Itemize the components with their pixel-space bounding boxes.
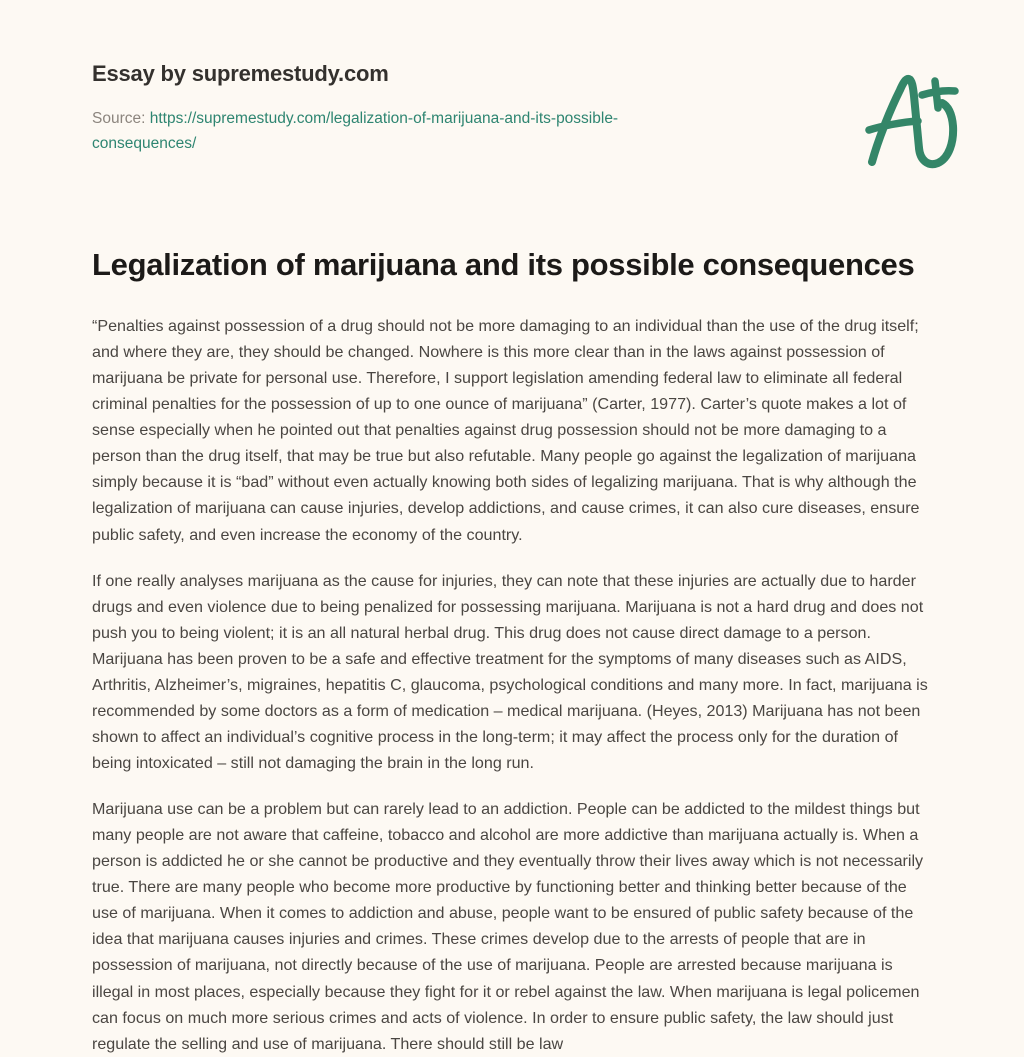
brand-logo-a-plus-icon: [856, 68, 966, 173]
article-paragraph: “Penalties against possession of a drug should not be more damaging to an individual than the use of the drug itself; and where they are, they should be changed. Nowhere is this more clear than in the laws against possession of marijuana be private for personal use. Therefore, I support legislation amending federal law to eliminate all federal criminal penalties for the possession of up to one ounce of marijuana” (Carter, 1977). Carter’s quote makes a lot of sense especially when he pointed out that penalties against drug possession should not be more damaging to a person than the drug itself, that may be true but also refutable. Many people go against the legalization of marijuana simply because it is “bad” without even actually knowing both sides of legalizing marijuana. That is why although the legalization of marijuana can cause injuries, develop addictions, and cause crimes, it can also cure diseases, ensure public safety, and even increase the economy of the country.: [92, 317, 920, 544]
article-paragraph: If one really analyses marijuana as the cause for injuries, they can note that these injuries are actually due to harder drugs and even violence due to being penalized for possessing marijuana. Marijuana is not a hard drug and does not push you to being violent; it is an all natural herbal drug. This drug does not cause direct damage to a person. Marijuana has been proven to be a safe and effective treatment for the symptoms of many diseases such as AIDS, Arthritis, Alzheimer’s, migraines, hepatitis C, glaucoma, psychological conditions and many more. In fact, marijuana is recommended by some doctors as a form of medication – medical marijuana. (Heyes, 2013) Marijuana has not been shown to affect an individual’s cognitive process in the long-term; it may affect the process only for the duration of being intoxicated – still not damaging the brain in the long run.: [92, 571, 928, 772]
article-body: [92, 313, 934, 1057]
source-label: Source:: [92, 109, 150, 127]
page-title: Legalization of marijuana and its possible consequences: [92, 247, 915, 282]
article-paragraph: Marijuana use can be a problem but can rarely lead to an addiction. People can be addicted to the mildest things but many people are not aware that caffeine, tobacco and alcohol are more addictive than marijuana actually is. When a person is addicted he or she cannot be productive and they eventually throw their lives away which is not necessarily true. There are many people who become more productive by functioning better and thinking better because of the use of marijuana. When it comes to addiction and abuse, people want to be ensured of public safety because of the idea that marijuana causes injuries and crimes. These crimes develop due to the arrests of people that are in possession of marijuana, not directly because of the use of marijuana. People are arrested because marijuana is illegal in most places, especially because they fight for it or rebel against the law. When marijuana is legal policemen can focus on much more serious crimes and acts of violence. In order to ensure public safety, the law should just regulate the selling and use of marijuana. There should still be law: [92, 800, 924, 1053]
source-line: [92, 106, 692, 156]
essay-byline: Essay by supremestudy.com: [92, 61, 389, 86]
source-url-link[interactable]: https://supremestudy.com/legalization-of-marijuana-and-its-possible-consequences/: [92, 109, 619, 152]
